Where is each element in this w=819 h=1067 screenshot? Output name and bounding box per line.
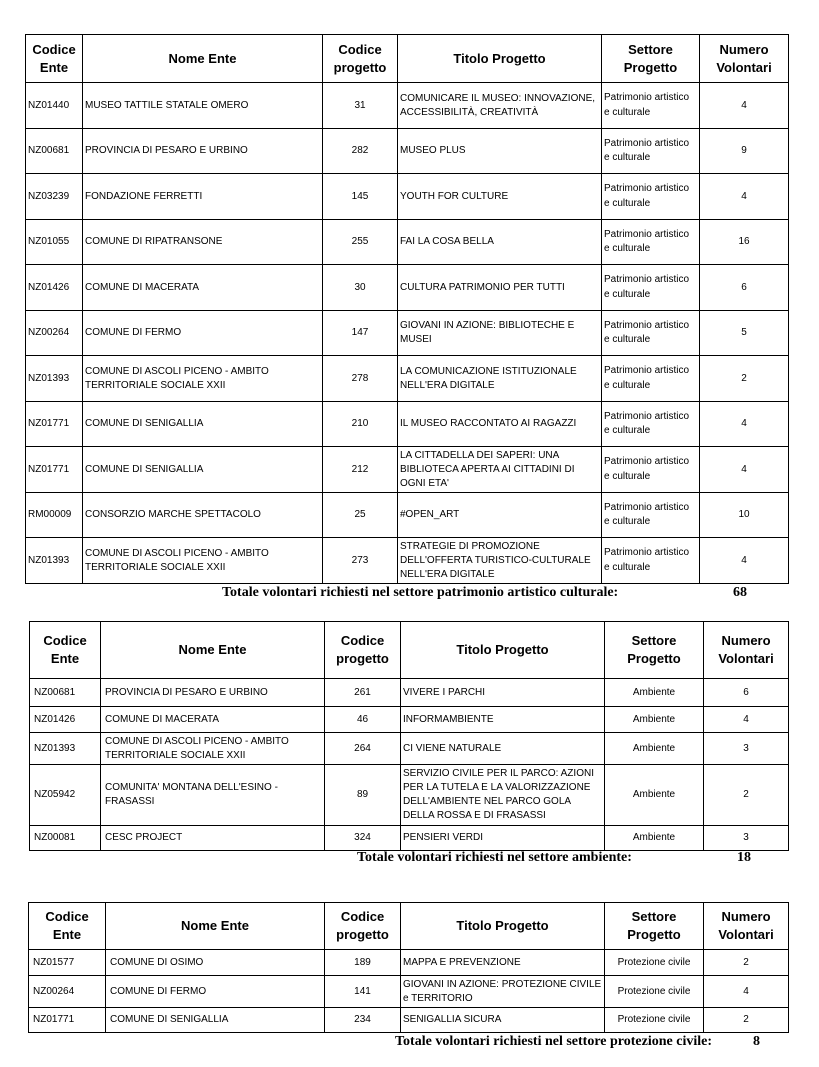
table-body xyxy=(29,950,789,1033)
table-body xyxy=(30,679,789,851)
header-nome-ente: Nome Ente xyxy=(83,35,323,83)
table-row xyxy=(30,707,789,733)
cell-settore-progetto: Patrimonio artistico e culturale xyxy=(602,356,700,402)
header-codice-progetto: Codice progetto xyxy=(325,903,401,950)
cell-titolo-progetto: FAI LA COSA BELLA xyxy=(398,220,602,265)
total-ambiente xyxy=(357,850,751,866)
cell-codice-ente: NZ01577 xyxy=(29,950,106,976)
cell-settore-progetto: Patrimonio artistico e culturale xyxy=(602,83,700,129)
table-row xyxy=(26,174,789,220)
cell-numero-volontari: 3 xyxy=(704,826,789,851)
table-row xyxy=(26,83,789,129)
cell-codice-progetto: 264 xyxy=(325,733,401,765)
table-row xyxy=(26,538,789,584)
header-numero-volontari: Numero Volontari xyxy=(704,903,789,950)
header-settore-progetto: Settore Progetto xyxy=(602,35,700,83)
cell-numero-volontari: 4 xyxy=(700,538,789,584)
cell-nome-ente: COMUNE DI ASCOLI PICENO - AMBITO TERRITORIALE SOCIALE XXII xyxy=(83,538,323,584)
cell-titolo-progetto: YOUTH FOR CULTURE xyxy=(398,174,602,220)
cell-codice-progetto: 212 xyxy=(323,447,398,493)
header-numero-volontari: Numero Volontari xyxy=(704,622,789,679)
cell-nome-ente: COMUNE DI OSIMO xyxy=(106,950,325,976)
total-value: 8 xyxy=(753,1034,760,1049)
cell-nome-ente: COMUNE DI FERMO xyxy=(106,976,325,1008)
cell-codice-progetto: 147 xyxy=(323,311,398,356)
cell-nome-ente: COMUNE DI ASCOLI PICENO - AMBITO TERRITORIALE SOCIALE XXII xyxy=(101,733,325,765)
cell-codice-ente: NZ00681 xyxy=(30,679,101,707)
cell-codice-progetto: 282 xyxy=(323,129,398,174)
cell-settore-progetto: Ambiente xyxy=(605,826,704,851)
table-ambiente xyxy=(29,621,789,851)
cell-numero-volontari: 2 xyxy=(704,765,789,826)
cell-codice-progetto: 46 xyxy=(325,707,401,733)
cell-codice-ente: NZ01426 xyxy=(30,707,101,733)
cell-nome-ente: FONDAZIONE FERRETTI xyxy=(83,174,323,220)
cell-titolo-progetto: CULTURA PATRIMONIO PER TUTTI xyxy=(398,265,602,311)
table-protezione-civile xyxy=(28,902,789,1033)
cell-numero-volontari: 2 xyxy=(704,1008,789,1033)
cell-codice-ente: NZ01055 xyxy=(26,220,83,265)
header-titolo-progetto: Titolo Progetto xyxy=(401,903,605,950)
cell-settore-progetto: Protezione civile xyxy=(605,950,704,976)
cell-numero-volontari: 4 xyxy=(700,402,789,447)
total-value: 68 xyxy=(733,585,747,600)
cell-codice-progetto: 189 xyxy=(325,950,401,976)
cell-nome-ente: COMUNE DI SENIGALLIA xyxy=(83,447,323,493)
cell-titolo-progetto: GIOVANI IN AZIONE: BIBLIOTECHE E MUSEI xyxy=(398,311,602,356)
cell-titolo-progetto: GIOVANI IN AZIONE: PROTEZIONE CIVILE e TERRITORIO xyxy=(401,976,605,1008)
cell-nome-ente: COMUNE DI SENIGALLIA xyxy=(83,402,323,447)
table-row xyxy=(30,679,789,707)
header-codice-ente: Codice Ente xyxy=(26,35,83,83)
cell-titolo-progetto: MAPPA E PREVENZIONE xyxy=(401,950,605,976)
header-codice-progetto: Codice progetto xyxy=(325,622,401,679)
cell-nome-ente: COMUNE DI RIPATRANSONE xyxy=(83,220,323,265)
header-titolo-progetto: Titolo Progetto xyxy=(401,622,605,679)
table-patrimonio xyxy=(25,34,789,584)
cell-settore-progetto: Ambiente xyxy=(605,765,704,826)
cell-codice-progetto: 210 xyxy=(323,402,398,447)
cell-titolo-progetto: SENIGALLIA SICURA xyxy=(401,1008,605,1033)
cell-settore-progetto: Patrimonio artistico e culturale xyxy=(602,129,700,174)
cell-settore-progetto: Patrimonio artistico e culturale xyxy=(602,493,700,538)
cell-titolo-progetto: MUSEO PLUS xyxy=(398,129,602,174)
table-header-row xyxy=(29,903,789,950)
table-row xyxy=(30,826,789,851)
cell-codice-ente: RM00009 xyxy=(26,493,83,538)
cell-numero-volontari: 2 xyxy=(700,356,789,402)
cell-codice-progetto: 31 xyxy=(323,83,398,129)
cell-numero-volontari: 6 xyxy=(704,679,789,707)
cell-numero-volontari: 10 xyxy=(700,493,789,538)
table-row xyxy=(26,356,789,402)
cell-titolo-progetto: SERVIZIO CIVILE PER IL PARCO: AZIONI PER LA TUTELA E LA VALORIZZAZIONE DELL'AMBIENTE NEL PARCO GOLA DELLA ROSSA E DI FRASASSI xyxy=(401,765,605,826)
cell-codice-progetto: 25 xyxy=(323,493,398,538)
table-row xyxy=(30,765,789,826)
table-header-row xyxy=(26,35,789,83)
table-row xyxy=(26,493,789,538)
cell-codice-ente: NZ01771 xyxy=(26,447,83,493)
header-codice-ente: Codice Ente xyxy=(29,903,106,950)
cell-codice-ente: NZ01393 xyxy=(26,356,83,402)
cell-codice-progetto: 234 xyxy=(325,1008,401,1033)
cell-numero-volontari: 9 xyxy=(700,129,789,174)
cell-titolo-progetto: INFORMAMBIENTE xyxy=(401,707,605,733)
cell-settore-progetto: Patrimonio artistico e culturale xyxy=(602,265,700,311)
cell-numero-volontari: 4 xyxy=(704,976,789,1008)
cell-codice-progetto: 261 xyxy=(325,679,401,707)
table-row xyxy=(26,265,789,311)
table-row xyxy=(26,129,789,174)
cell-codice-progetto: 278 xyxy=(323,356,398,402)
cell-settore-progetto: Patrimonio artistico e culturale xyxy=(602,220,700,265)
cell-codice-ente: NZ00264 xyxy=(26,311,83,356)
cell-settore-progetto: Patrimonio artistico e culturale xyxy=(602,538,700,584)
cell-titolo-progetto: LA CITTADELLA DEI SAPERI: UNA BIBLIOTECA APERTA AI CITTADINI DI OGNI ETA' xyxy=(398,447,602,493)
header-titolo-progetto: Titolo Progetto xyxy=(398,35,602,83)
cell-numero-volontari: 5 xyxy=(700,311,789,356)
cell-codice-ente: NZ00264 xyxy=(29,976,106,1008)
cell-nome-ente: COMUNE DI SENIGALLIA xyxy=(106,1008,325,1033)
cell-codice-ente: NZ01771 xyxy=(26,402,83,447)
cell-settore-progetto: Patrimonio artistico e culturale xyxy=(602,311,700,356)
cell-settore-progetto: Ambiente xyxy=(605,679,704,707)
table-body xyxy=(26,83,789,584)
cell-titolo-progetto: IL MUSEO RACCONTATO AI RAGAZZI xyxy=(398,402,602,447)
cell-settore-progetto: Patrimonio artistico e culturale xyxy=(602,402,700,447)
cell-codice-progetto: 89 xyxy=(325,765,401,826)
header-numero-volontari: Numero Volontari xyxy=(700,35,789,83)
cell-codice-ente: NZ03239 xyxy=(26,174,83,220)
cell-codice-ente: NZ05942 xyxy=(30,765,101,826)
cell-numero-volontari: 16 xyxy=(700,220,789,265)
cell-titolo-progetto: LA COMUNICAZIONE ISTITUZIONALE NELL'ERA DIGITALE xyxy=(398,356,602,402)
header-nome-ente: Nome Ente xyxy=(101,622,325,679)
cell-codice-ente: NZ01393 xyxy=(30,733,101,765)
cell-codice-ente: NZ01426 xyxy=(26,265,83,311)
header-codice-ente: Codice Ente xyxy=(30,622,101,679)
cell-codice-progetto: 255 xyxy=(323,220,398,265)
cell-settore-progetto: Patrimonio artistico e culturale xyxy=(602,174,700,220)
cell-settore-progetto: Ambiente xyxy=(605,707,704,733)
header-settore-progetto: Settore Progetto xyxy=(605,903,704,950)
cell-nome-ente: COMUNE DI MACERATA xyxy=(101,707,325,733)
cell-titolo-progetto: CI VIENE NATURALE xyxy=(401,733,605,765)
cell-numero-volontari: 4 xyxy=(704,707,789,733)
cell-titolo-progetto: #OPEN_ART xyxy=(398,493,602,538)
cell-settore-progetto: Protezione civile xyxy=(605,1008,704,1033)
cell-codice-progetto: 324 xyxy=(325,826,401,851)
cell-settore-progetto: Protezione civile xyxy=(605,976,704,1008)
table-header-row xyxy=(30,622,789,679)
table-row xyxy=(26,220,789,265)
total-label: Totale volontari richiesti nel settore protezione civile: xyxy=(395,1034,713,1049)
table-row xyxy=(29,976,789,1008)
cell-numero-volontari: 6 xyxy=(700,265,789,311)
cell-numero-volontari: 4 xyxy=(700,447,789,493)
cell-settore-progetto: Ambiente xyxy=(605,733,704,765)
cell-titolo-progetto: COMUNICARE IL MUSEO: INNOVAZIONE, ACCESSIBILITÀ, CREATIVITÀ xyxy=(398,83,602,129)
cell-codice-ente: NZ00681 xyxy=(26,129,83,174)
table-row xyxy=(29,1008,789,1033)
cell-nome-ente: COMUNE DI ASCOLI PICENO - AMBITO TERRITORIALE SOCIALE XXII xyxy=(83,356,323,402)
cell-nome-ente: PROVINCIA DI PESARO E URBINO xyxy=(101,679,325,707)
total-value: 18 xyxy=(737,850,751,865)
cell-nome-ente: CONSORZIO MARCHE SPETTACOLO xyxy=(83,493,323,538)
cell-titolo-progetto: VIVERE I PARCHI xyxy=(401,679,605,707)
cell-numero-volontari: 4 xyxy=(700,83,789,129)
cell-codice-ente: NZ01771 xyxy=(29,1008,106,1033)
table-row xyxy=(29,950,789,976)
cell-nome-ente: COMUNITA' MONTANA DELL'ESINO - FRASASSI xyxy=(101,765,325,826)
cell-codice-progetto: 145 xyxy=(323,174,398,220)
cell-titolo-progetto: STRATEGIE DI PROMOZIONE DELL'OFFERTA TURISTICO-CULTURALE NELL'ERA DIGITALE xyxy=(398,538,602,584)
table-row xyxy=(26,447,789,493)
cell-numero-volontari: 3 xyxy=(704,733,789,765)
cell-nome-ente: COMUNE DI MACERATA xyxy=(83,265,323,311)
cell-numero-volontari: 4 xyxy=(700,174,789,220)
total-patrimonio xyxy=(222,585,747,601)
table-row xyxy=(26,402,789,447)
table-row xyxy=(26,311,789,356)
cell-codice-ente: NZ01440 xyxy=(26,83,83,129)
cell-codice-progetto: 273 xyxy=(323,538,398,584)
cell-numero-volontari: 2 xyxy=(704,950,789,976)
total-label: Totale volontari richiesti nel settore ambiente: xyxy=(357,850,632,865)
header-nome-ente: Nome Ente xyxy=(106,903,325,950)
cell-nome-ente: PROVINCIA DI PESARO E URBINO xyxy=(83,129,323,174)
cell-titolo-progetto: PENSIERI VERDI xyxy=(401,826,605,851)
header-settore-progetto: Settore Progetto xyxy=(605,622,704,679)
cell-nome-ente: CESC PROJECT xyxy=(101,826,325,851)
cell-codice-progetto: 141 xyxy=(325,976,401,1008)
cell-codice-ente: NZ01393 xyxy=(26,538,83,584)
cell-nome-ente: COMUNE DI FERMO xyxy=(83,311,323,356)
cell-settore-progetto: Patrimonio artistico e culturale xyxy=(602,447,700,493)
cell-codice-ente: NZ00081 xyxy=(30,826,101,851)
total-protezione-civile xyxy=(395,1034,760,1050)
cell-codice-progetto: 30 xyxy=(323,265,398,311)
header-codice-progetto: Codice progetto xyxy=(323,35,398,83)
total-label: Totale volontari richiesti nel settore patrimonio artistico culturale: xyxy=(222,585,619,600)
table-row xyxy=(30,733,789,765)
cell-nome-ente: MUSEO TATTILE STATALE OMERO xyxy=(83,83,323,129)
